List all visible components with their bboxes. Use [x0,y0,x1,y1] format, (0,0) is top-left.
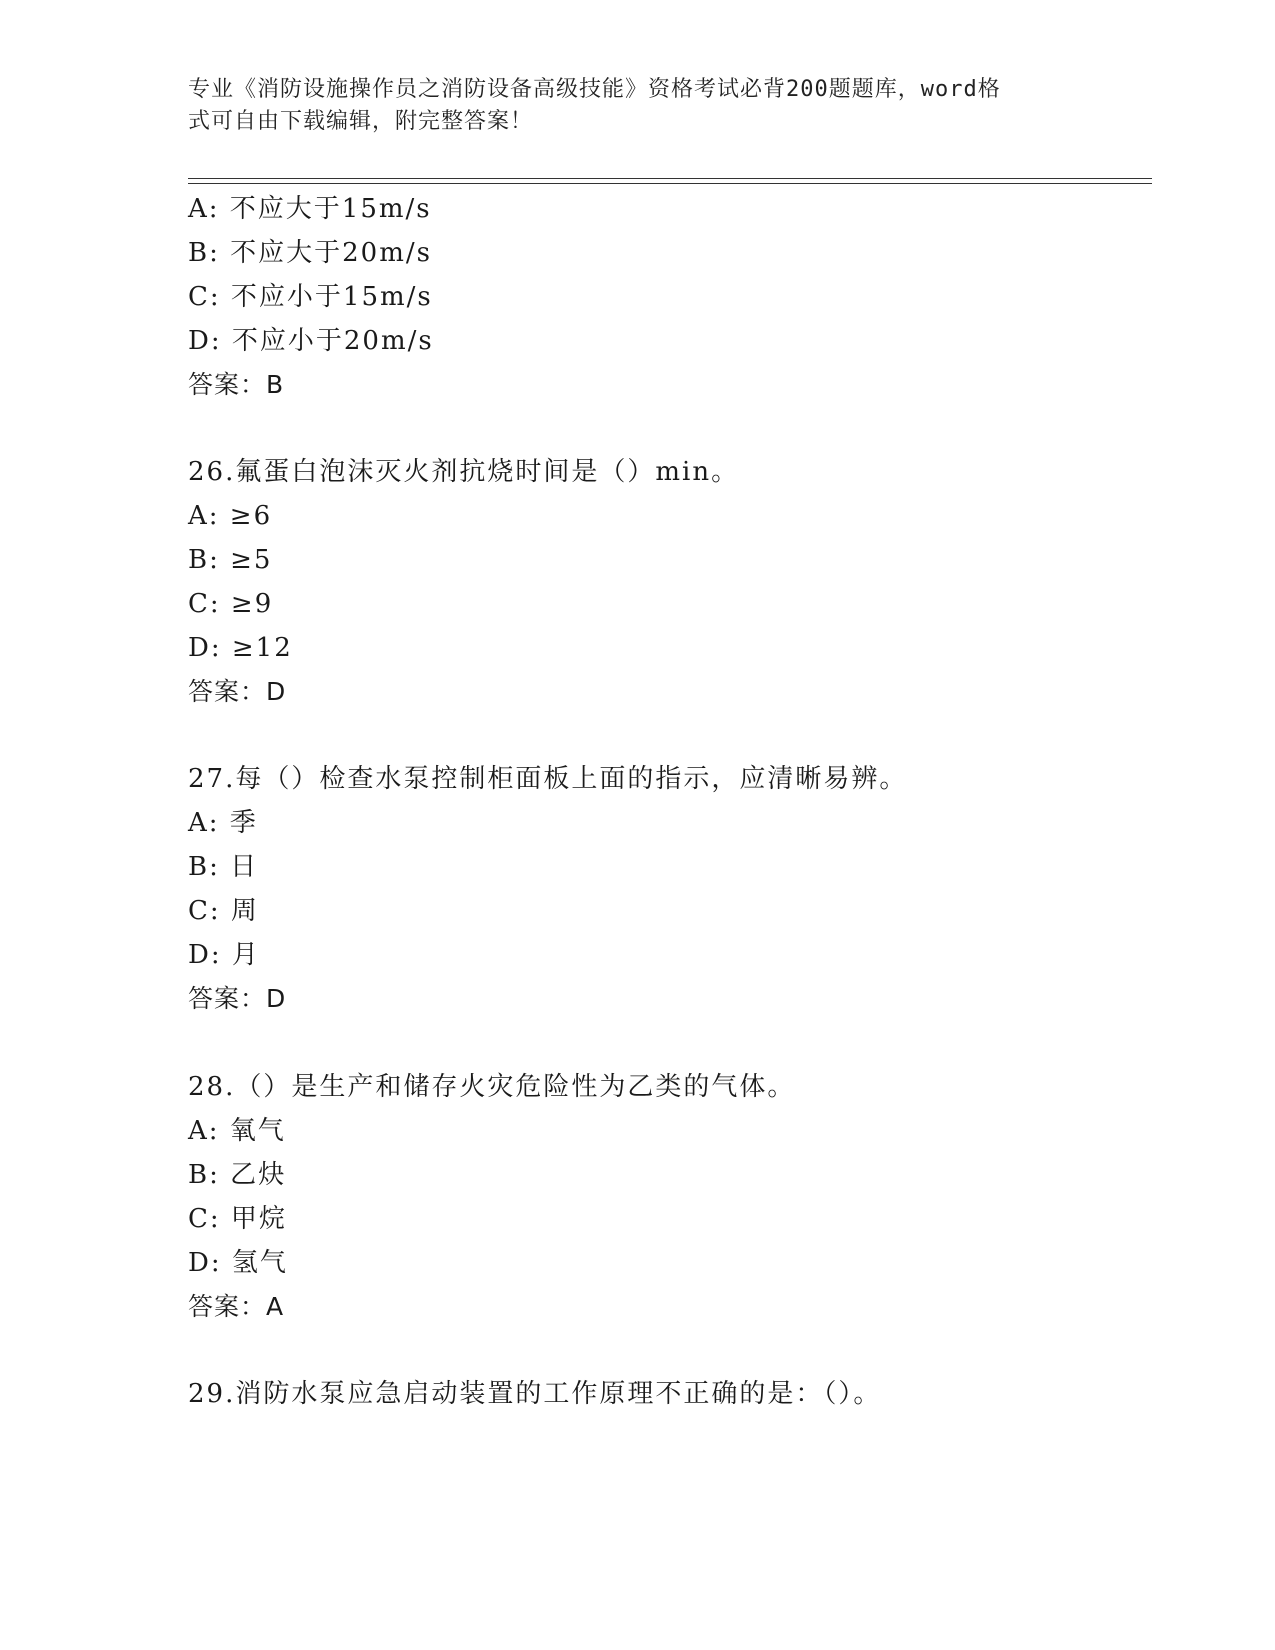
q28-question: 28.（）是生产和储存火灾危险性为乙类的气体。 [188,1072,796,1102]
q25-option-a: A: 不应大于15m/s [188,194,432,224]
q27-option-c: C: 周 [188,896,259,926]
document-header [188,74,1068,138]
q28-option-d: D: 氢气 [188,1248,288,1278]
q27-option-d: D: 月 [188,940,260,970]
q26-option-c: C: ≥9 [188,589,274,619]
q29-question: 29.消防水泵应急启动装置的工作原理不正确的是：（）。 [188,1379,882,1409]
q27-option-a: A: 季 [188,808,258,838]
q27-answer: 答案：D [188,984,287,1013]
q28-option-c: C: 甲烷 [188,1204,287,1234]
q28-option-a: A: 氧气 [188,1116,286,1146]
q26-option-d: D: ≥12 [188,633,293,663]
q25-answer: 答案：B [188,370,285,399]
q26-question: 26.氟蛋白泡沫灭火剂抗烧时间是（）min。 [188,457,740,487]
q27-question: 27.每（）检查水泵控制柜面板上面的指示，应清晰易辨。 [188,764,908,794]
header-divider-top [188,178,1152,179]
q26-answer: 答案：D [188,677,287,706]
header-divider-bottom [188,183,1152,184]
q25-option-c: C: 不应小于15m/s [188,282,433,312]
q28-answer: 答案：A [188,1292,285,1321]
q26-option-b: B: ≥5 [188,545,273,575]
q25-option-b: B: 不应大于20m/s [188,238,432,268]
q26-option-a: A: ≥6 [188,501,273,531]
header-line-1: 专业《消防设施操作员之消防设备高级技能》资格考试必背200题题库，word格 [188,77,1001,102]
q28-option-b: B: 乙炔 [188,1160,287,1190]
q27-option-b: B: 日 [188,852,259,882]
q25-option-d: D: 不应小于20m/s [188,326,434,356]
header-line-2: 式可自由下载编辑，附完整答案！ [188,109,534,134]
